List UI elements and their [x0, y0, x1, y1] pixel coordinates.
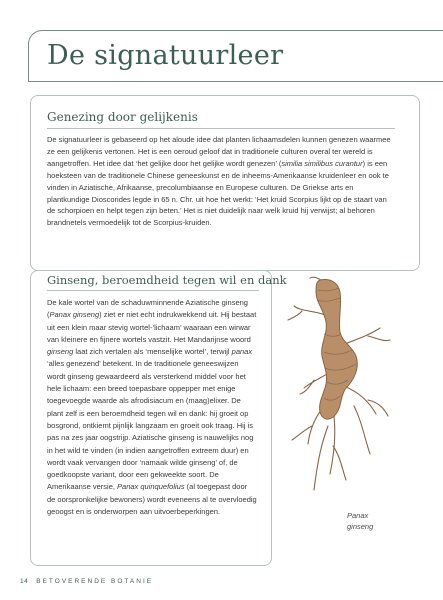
text-run: laat zich vertalen als ‘menselijke wortel’, terwijl [73, 347, 232, 357]
section-heading-ginseng: Ginseng, beroemdheid tegen wil en dank [47, 273, 287, 287]
section-heading-genezing: Genezing door gelijkenis [47, 110, 198, 124]
text-run: (al toegepast door de oorspronkelijke bewoners) wordt eveneens al te overvloedig geoogst en is onderworpen aan uitvoerbeperkingen. [47, 482, 257, 517]
italic-term: Panax quinquefolius [117, 482, 185, 492]
text-run: ) is een hoeksteen van de traditionele Chinese geneeskunst en de inheems-Amerikaanse kruidenleer en ook te vinden in Aziatische, Afrikaanse, precolumbiaanse en Europese culturen. De Griekse arts en plantkundige Dioscorides legde in 65 n. Chr. uit hoe het werkt: ‘Het kruid Scorpius lijkt op de staart van de schorpioen en helpt tegen zijn beten.’ Het is niet duidelijk naar welk kruid hij verwijst; al behoren brandnetels vermoedelijk tot de Scorpius-kruiden. [47, 158, 389, 228]
latin-phrase: similia similibus curantur [281, 158, 363, 168]
page-footer [20, 578, 153, 585]
root-body [316, 280, 357, 420]
heading-rule [47, 128, 395, 129]
paragraph-ginseng [47, 297, 257, 518]
text-run: De kale wortel van de schaduwminnende Aziatische ginseng ( [47, 298, 248, 320]
page-number: 14 [20, 578, 29, 585]
page-title: De signatuurleer [47, 40, 284, 71]
figure-caption [347, 510, 373, 532]
text-run: De signatuurleer is gebaseerd op het aloude idee dat planten lichaamsdelen kunnen genezen waarmee ze een gelijkenis vertonen. Het is een oeroud geloof dat in traditionele culturen overal ter wereld is aangetroffen. Het idee dat ‘het gelijke door het gelijke wordt genezen’ ( [47, 135, 391, 168]
caption-line: ginseng [347, 522, 374, 531]
heading-rule [47, 290, 259, 291]
italic-term: panax [231, 347, 253, 357]
ginseng-root-illustration [284, 276, 394, 496]
paragraph-signatuurleer [47, 134, 395, 229]
italic-term: Panax ginseng [49, 310, 100, 320]
italic-term: ginseng [47, 347, 74, 357]
text-run: ) ziet er niet echt indrukwekkend uit. Hij bestaat uit een klein maar stevig wortel-‘lichaam’ waaraan een wirwar van kleinere en fijnere wortels vastzit. Het Mandarijnse woord [47, 310, 257, 344]
text-run: ‘alles genezend’ betekent. In de traditionele geneeswijzen wordt ginseng gewaardeerd als versterkend middel voor het hele lichaam: een breed toepasbare oppepper met enige toegevoegde waarde als afrodisiacum en (maag)elixer. De plant zelf is een beroemdheid tegen wil en dank: hij groeit op bosgrond, ontkiemt pijnlijk langzaam en groeit ook traag. Hij is pas na zes jaar oogstrijp. Aziatische ginseng is nauwelijks nog in het wild te vinden (in indien aangetroffen extreem duur) en wordt vaak vervangen door ‘namaak wilde ginseng’ of, de goedkoopste variant, door een gekweekte soort. De Amerikaanse versie, [47, 359, 254, 492]
caption-line: Panax [347, 511, 369, 520]
running-footer: BETOVERENDE BOTANIE [36, 578, 154, 585]
